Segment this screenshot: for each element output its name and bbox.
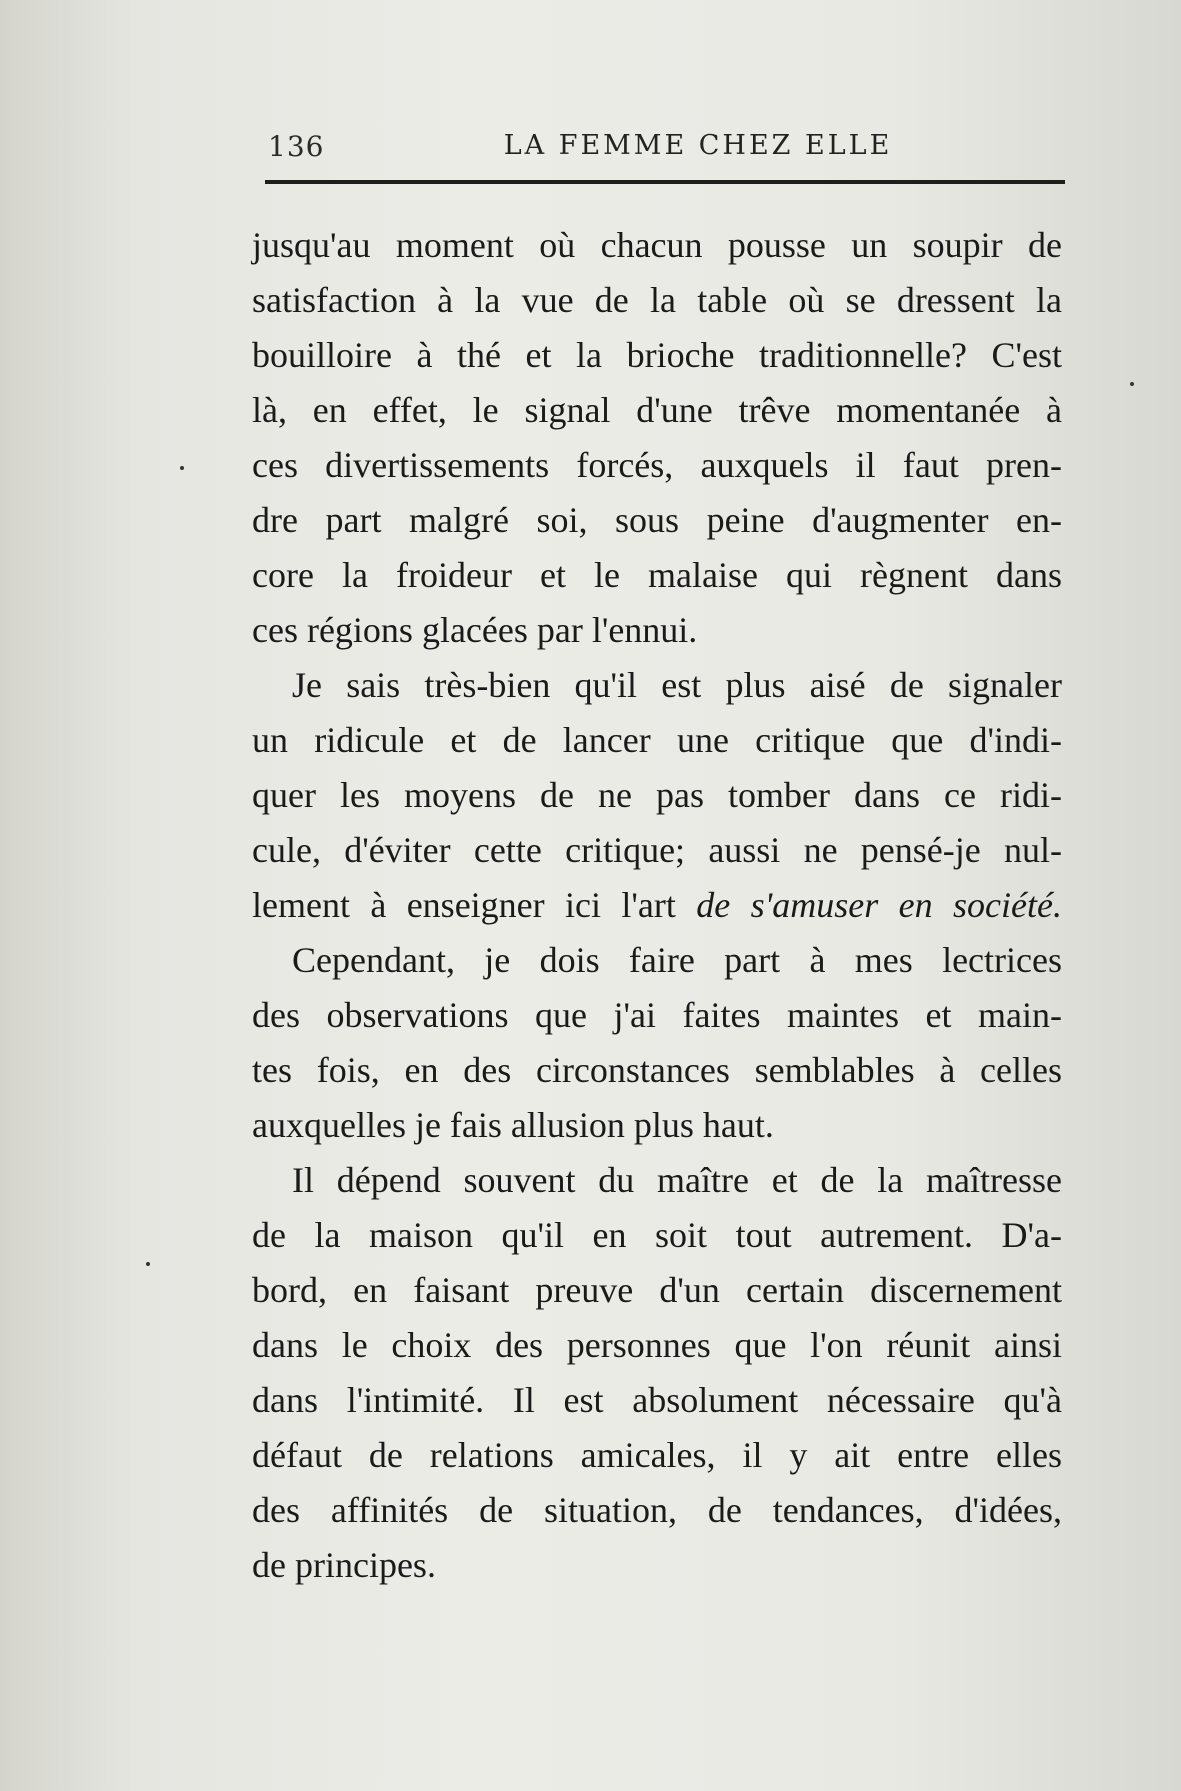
body-text <box>252 218 1062 1593</box>
text-line: des affinités de situation, de tendances, d'idées, <box>252 1490 1062 1530</box>
page-number: 136 <box>268 130 325 163</box>
running-title: LA FEMME CHEZ ELLE <box>503 130 893 161</box>
text-line: core la froideur et le malaise qui règnent dans <box>252 555 1062 595</box>
text-line: auxquelles je fais allusion plus haut. <box>252 1105 774 1145</box>
text-line: Il dépend souvent du maître et de la maîtresse <box>292 1160 1062 1200</box>
header-rule <box>265 180 1065 184</box>
paragraph-4 <box>252 1153 1062 1593</box>
paper-speck <box>180 466 184 470</box>
paper-speck <box>146 1262 150 1266</box>
page-header <box>262 126 1064 166</box>
text-line <box>252 878 1062 933</box>
text-line: là, en effet, le signal d'une trêve momentanée à <box>252 390 1062 430</box>
text-line: défaut de relations amicales, il y ait entre elles <box>252 1435 1062 1475</box>
text-line: des observations que j'ai faites maintes et main- <box>252 995 1062 1035</box>
text-line: jusqu'au moment où chacun pousse un soupir de <box>252 225 1062 265</box>
text-line: de la maison qu'il en soit tout autrement. D'a- <box>252 1215 1062 1255</box>
text-line: bouilloire à thé et la brioche traditionnelle? C'est <box>252 335 1062 375</box>
text-line: dans le choix des personnes que l'on réunit ainsi <box>252 1325 1062 1365</box>
paper-speck <box>1130 382 1134 386</box>
text-line: bord, en faisant preuve d'un certain discernement <box>252 1270 1062 1310</box>
text-line: satisfaction à la vue de la table où se dressent la <box>252 280 1062 320</box>
text-run: lement à enseigner ici l'art <box>252 885 697 925</box>
text-line: ces divertissements forcés, auxquels il faut pren- <box>252 445 1062 485</box>
text-line: tes fois, en des circonstances semblables à celles <box>252 1050 1062 1090</box>
text-line: ces régions glacées par l'ennui. <box>252 610 698 650</box>
text-line: de principes. <box>252 1545 436 1585</box>
paragraph-2 <box>252 658 1062 933</box>
text-line: dans l'intimité. Il est absolument nécessaire qu'à <box>252 1380 1062 1420</box>
text-line: dre part malgré soi, sous peine d'augmenter en- <box>252 500 1062 540</box>
text-line: quer les moyens de ne pas tomber dans ce ridi- <box>252 775 1062 815</box>
text-line: cule, d'éviter cette critique; aussi ne pensé-je nul- <box>252 830 1062 870</box>
text-line: Cependant, je dois faire part à mes lectrices <box>292 940 1062 980</box>
paragraph-3 <box>252 933 1062 1153</box>
paragraph-1 <box>252 218 1062 658</box>
text-line: Je sais très-bien qu'il est plus aisé de signaler <box>292 665 1062 705</box>
text-line: un ridicule et de lancer une critique que d'indi- <box>252 720 1062 760</box>
italic-phrase: de s'amuser en société. <box>696 885 1062 925</box>
